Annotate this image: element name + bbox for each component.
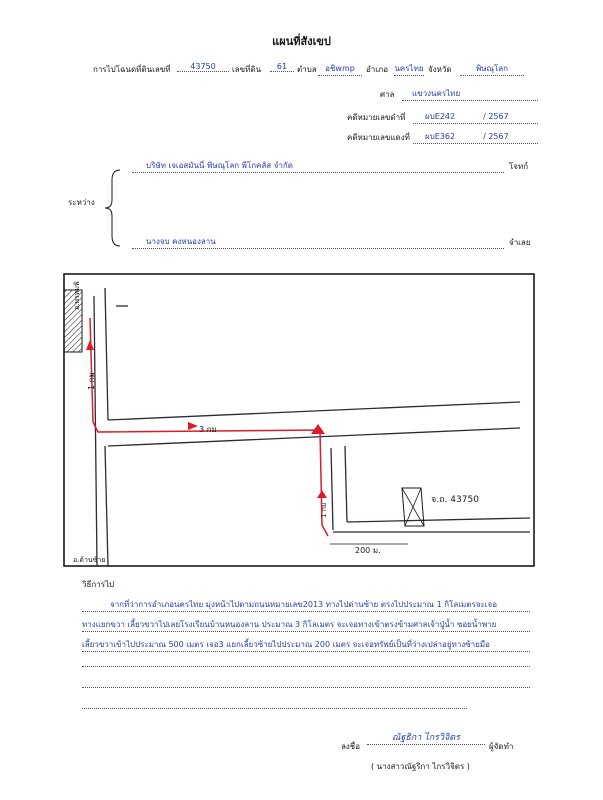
signature: ณัฐธิกา ไกรวิจิตร (367, 730, 485, 745)
directions-line-1: จากที่ว่าการอำเภอนครไทย มุ่งหน้าไปตามถนนหมายเลข2013 ทางไปด่านซ้าย ตรงไปประมาณ 1 กิโลเมตรจะเจอ (82, 598, 530, 612)
blank-line-3 (82, 707, 467, 709)
plaintiff-role: โจทก์ (509, 162, 529, 171)
black-case-field: ผบE242 / 2567 (413, 110, 538, 124)
directions-line-3: เลี้ยวขวาเข้าไปประมาณ 500 เมตร เจอ3 แยกเลี้ยวซ้ายไปประมาณ 200 เมตร จะเจอทรัพย์เป็นที่ว่างเปล่าอยู่ทางซ้ายมือ (82, 638, 530, 652)
court-name: แขวงนครไทย (402, 87, 538, 101)
defendant-role: จำเลย (509, 238, 531, 247)
province-value: พิษณุโลก (460, 62, 524, 76)
page-title: แผนที่สังเขป (272, 35, 331, 48)
distance-label-200m: 200 ม. (355, 546, 381, 555)
parcel-label: เลขที่ดิน (232, 65, 262, 74)
map-roads (94, 288, 530, 566)
province-label: จังหวัด (428, 65, 452, 74)
red-case-field: ผบE362 / 2567 (413, 130, 538, 144)
route-arrow-2 (188, 422, 198, 430)
court-label: ศาล (380, 90, 395, 99)
deed-number: 43750 (177, 62, 229, 72)
district-value: นครไทย (394, 62, 424, 76)
red-case-label: คดีหมายเลขแดงที่ (347, 133, 410, 142)
directions-line-2: ทางแยกขวา เลี้ยวขวาไปเลยโรงเรียนบ้านหนองลาน ประมาณ 3 กิโลเมตร จะเจอทางเข้าตรงข้ามศาลเจ้าปู่น้ำ ซอยน้ำพาย (82, 618, 530, 632)
top-road-label: อ.พรหมพิ (73, 281, 81, 310)
map-frame (64, 274, 534, 566)
directions-heading: วิธีการไป (82, 580, 115, 589)
plaintiff-field: บริษัท เจเอสมันนี่ พิษณุโลก พีโกคลัส จำกัด (132, 159, 504, 173)
route-arrow-1 (86, 340, 94, 350)
defendant-field: นางจบ คงหนองลาน (132, 235, 504, 249)
district-label: อำเภอ (366, 65, 389, 74)
route-arrow-4 (317, 490, 327, 498)
signer-name: ( นางสาวณัฐริกา ไกรวิจิตร ) (371, 762, 470, 771)
distance-label-soi: 1 กม (320, 502, 328, 518)
black-case-label: คดีหมายเลขดำที่ (347, 113, 406, 122)
parcel-tag: จ.ถ. 43750 (431, 495, 479, 505)
subdistrict-label: ตำบล (297, 65, 317, 74)
distance-label-1km: 1 กม (87, 372, 96, 390)
distance-label-3km: 3 กม (199, 425, 217, 434)
between-label: ระหว่าง (68, 198, 95, 207)
route-arrow-3 (311, 424, 325, 434)
blank-line-2 (82, 686, 530, 688)
blank-line-1 (82, 665, 530, 667)
sign-label: ลงชื่อ (341, 742, 361, 751)
deed-label: การไปโฉนดที่ดินเลขที่ (93, 65, 171, 74)
subdistrict-value: อชิwmp (318, 62, 362, 76)
parcel-number: 61 (270, 62, 294, 72)
signer-role: ผู้จัดทำ (489, 742, 514, 751)
bottom-road-label: อ.ด้านซ้าย (73, 556, 106, 564)
